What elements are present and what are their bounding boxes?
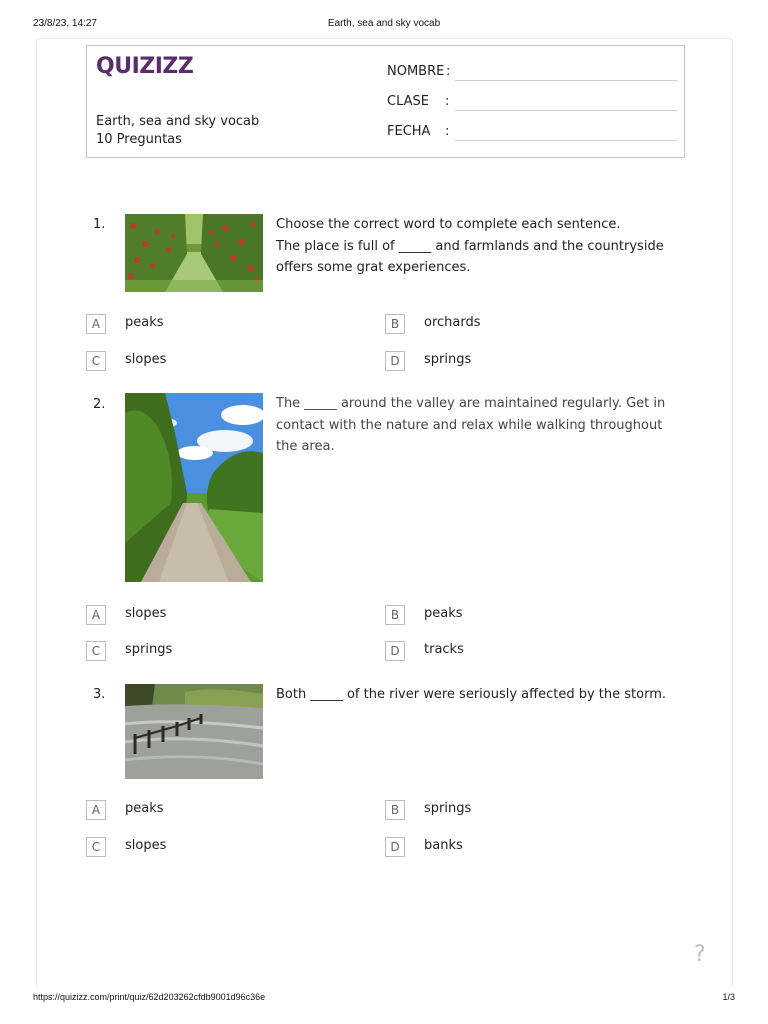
country-track-image xyxy=(125,393,263,582)
class-label: CLASE xyxy=(387,94,429,109)
quizizz-logo: QUIZIZZ xyxy=(96,54,194,79)
quiz-info-box xyxy=(86,45,685,158)
date-colon: : xyxy=(445,124,450,139)
question-text: The _____ around the valley are maintained regularly. Get in contact with the nature and relax while walking throughout the area. xyxy=(276,396,666,454)
quiz-title: Earth, sea and sky vocab xyxy=(96,114,260,129)
print-title: Earth, sea and sky vocab xyxy=(327,18,441,29)
question-number: 3. xyxy=(93,687,106,702)
print-date: 23/8/23, 14:27 xyxy=(33,18,97,29)
date-label: FECHA xyxy=(387,124,431,139)
name-label: NOMBRE xyxy=(387,64,445,79)
question-mark-icon[interactable]: ? xyxy=(694,942,706,967)
option-a-box[interactable]: A xyxy=(86,314,106,334)
option-b-box[interactable]: B xyxy=(385,605,405,625)
print-footer xyxy=(0,992,768,1006)
option-a-box[interactable]: A xyxy=(86,800,106,820)
name-field xyxy=(387,64,677,84)
flooded-river-image xyxy=(125,684,263,779)
option-b-text: springs xyxy=(424,801,472,816)
option-c-text: slopes xyxy=(125,838,167,853)
option-d-text: springs xyxy=(424,352,472,367)
print-url: https://quizizz.com/print/quiz/62d203262cfdb9001d96c36e xyxy=(33,992,266,1002)
apple-orchard-image xyxy=(125,214,263,292)
option-c-box[interactable]: C xyxy=(86,837,106,857)
question-instruction: Choose the correct word to complete each sentence. xyxy=(276,217,621,232)
name-line[interactable] xyxy=(455,80,677,81)
question-number: 1. xyxy=(93,217,106,232)
name-colon: : xyxy=(446,64,451,79)
option-c-text: springs xyxy=(125,642,173,657)
option-c-box[interactable]: C xyxy=(86,351,106,371)
date-field xyxy=(387,124,677,144)
option-a-box[interactable]: A xyxy=(86,605,106,625)
option-d-box[interactable]: D xyxy=(385,837,405,857)
option-d-box[interactable]: D xyxy=(385,641,405,661)
option-c-text: slopes xyxy=(125,352,167,367)
option-b-text: peaks xyxy=(424,606,463,621)
quiz-question-count: 10 Preguntas xyxy=(96,132,182,147)
option-a-text: slopes xyxy=(125,606,167,621)
option-c-box[interactable]: C xyxy=(86,641,106,661)
option-d-text: tracks xyxy=(424,642,464,657)
option-d-text: banks xyxy=(424,838,463,853)
question-number: 2. xyxy=(93,397,106,412)
question-text xyxy=(276,214,681,279)
class-colon: : xyxy=(445,94,450,109)
option-a-text: peaks xyxy=(125,315,164,330)
class-line[interactable] xyxy=(455,110,677,111)
print-page-number: 1/3 xyxy=(722,992,735,1002)
option-a-text: peaks xyxy=(125,801,164,816)
class-field xyxy=(387,94,677,114)
question-sentence: The place is full of _____ and farmlands and the countryside offers some grat experiences. xyxy=(276,238,664,275)
option-d-box[interactable]: D xyxy=(385,351,405,371)
option-b-text: orchards xyxy=(424,315,481,330)
option-b-box[interactable]: B xyxy=(385,314,405,334)
option-b-box[interactable]: B xyxy=(385,800,405,820)
question-text: Both _____ of the river were seriously affected by the storm. xyxy=(276,687,667,702)
date-line[interactable] xyxy=(455,140,677,141)
print-header xyxy=(0,18,768,32)
